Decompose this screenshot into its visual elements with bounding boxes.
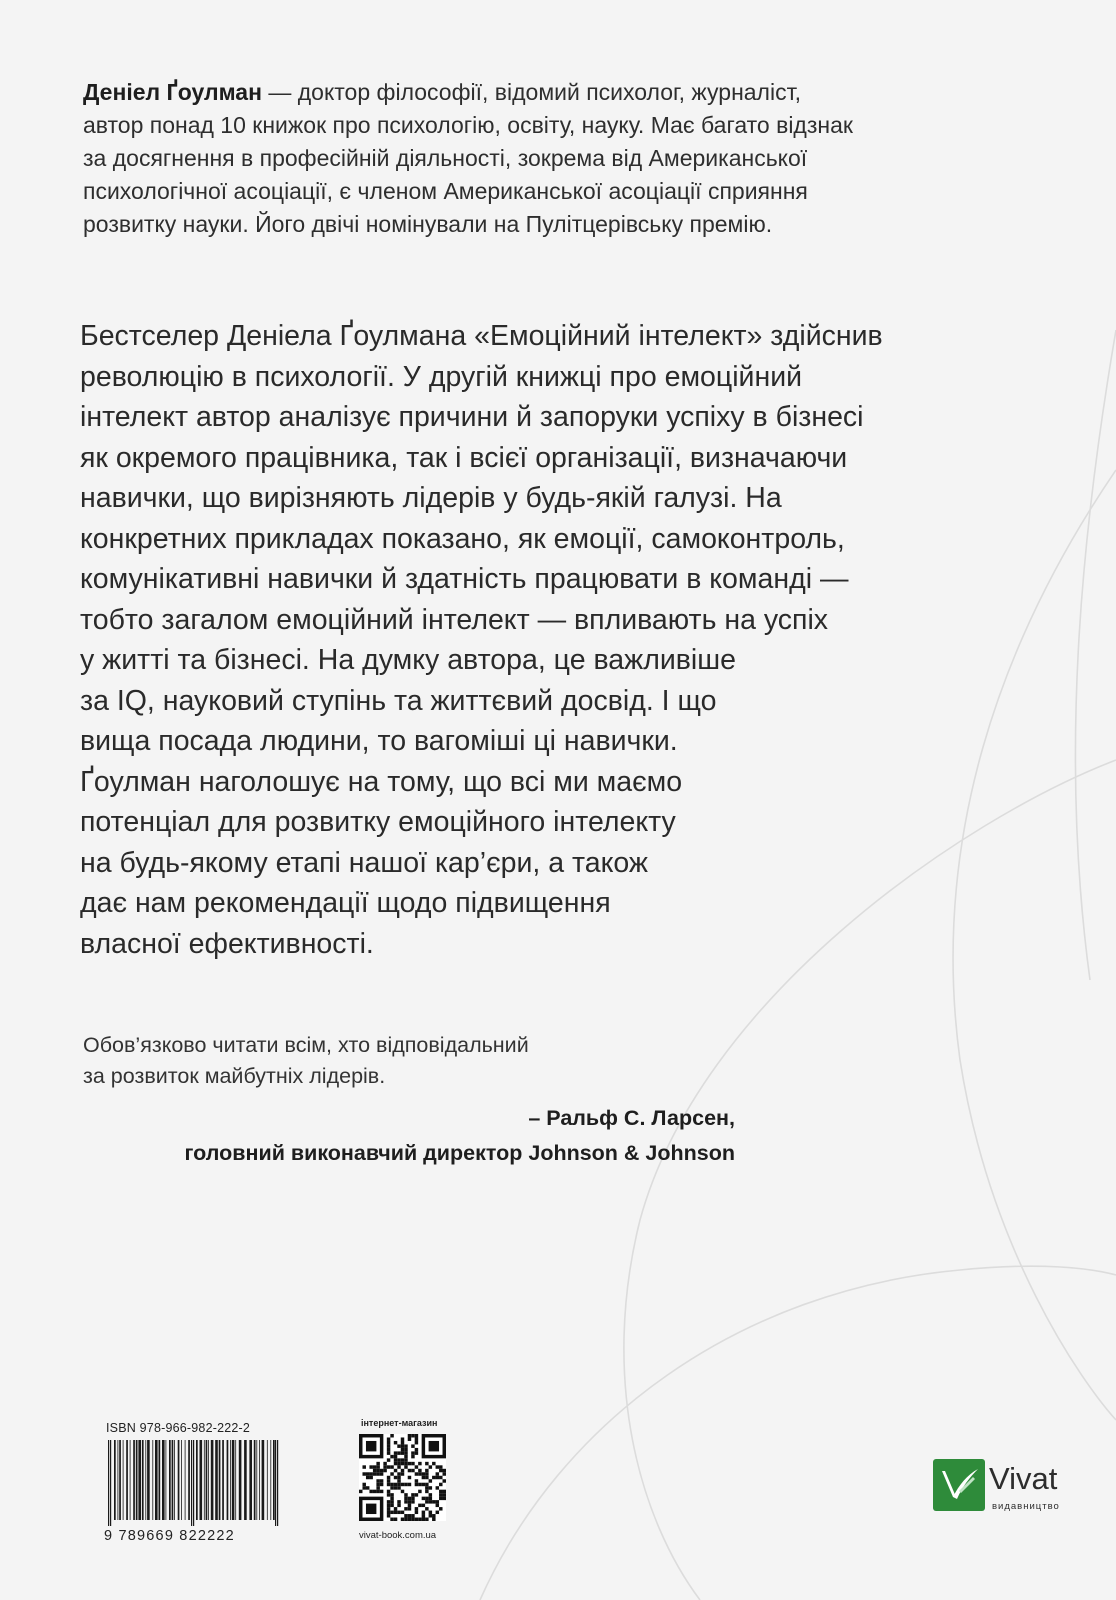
book-description xyxy=(80,316,883,964)
publisher-logo xyxy=(933,1459,1063,1519)
author-bio-line: психологічної асоціації, є членом Американської асоціації сприяння xyxy=(83,178,808,204)
author-bio-line: Деніел Ґоулман — доктор філософії, відомий психолог, журналіст, xyxy=(83,79,801,105)
description-line: власної ефективності. xyxy=(80,927,374,960)
description-line: на будь-якому етапі нашої кар’єри, а також xyxy=(80,846,648,879)
description-line: тобто загалом емоційний інтелект — впливають на успіх xyxy=(80,603,829,636)
description-line: Ґоулман наголошує на тому, що всі ми маємо xyxy=(80,765,683,798)
author-bio xyxy=(83,76,983,241)
barcode xyxy=(108,1440,280,1526)
description-line: комунікативні навички й здатність працювати в команді — xyxy=(80,563,849,595)
description-line: Бестселер Деніела Ґоулмана «Емоційний інтелект» здійснив xyxy=(80,320,883,352)
shop-url[interactable]: vivat-book.com.ua xyxy=(359,1530,437,1541)
quote-attribution xyxy=(185,1101,736,1171)
isbn-label: ISBN 978-966-982-222-2 xyxy=(106,1421,251,1435)
quote-line: за розвиток майбутніх лідерів. xyxy=(83,1064,386,1088)
publisher-name: Vivat xyxy=(989,1461,1058,1496)
barcode-number: 9 789669 822222 xyxy=(104,1528,235,1544)
description-line: конкретних прикладах показано, як емоції, самоконтроль, xyxy=(80,522,845,555)
description-line: вища посада людини, то вагоміші ці навички. xyxy=(80,725,678,757)
quote-line: Обов’язково читати всім, хто відповідальний xyxy=(83,1033,529,1057)
author-bio-line: за досягнення в професійній діяльності, зокрема від Американської xyxy=(83,145,808,171)
description-line: за IQ, науковий ступінь та життєвий досвід. І що xyxy=(80,684,717,717)
description-line: у житті та бізнесі. На думку автора, це важливіше xyxy=(80,644,736,676)
author-bio-line: автор понад 10 книжок про психологію, освіту, науку. Має багато відзнак xyxy=(83,112,853,138)
quote-author: – Ральф С. Ларсен, xyxy=(528,1106,735,1130)
vivat-badge-icon xyxy=(933,1459,985,1511)
description-line: потенціал для розвитку емоційного інтелекту xyxy=(80,806,676,838)
author-bio-line: розвитку науки. Його двічі номінували на Пулітцерівську премію. xyxy=(83,211,773,237)
description-line: революцію в психології. У другій книжці про емоційний xyxy=(80,360,803,393)
publisher-subtitle: видавництво xyxy=(992,1501,1060,1512)
description-line: інтелект автор аналізує причини й запоруки успіху в бізнесі xyxy=(80,401,864,433)
endorsement-quote xyxy=(83,1030,529,1092)
description-line: навички, що вирізняють лідерів у будь-якій галузі. На xyxy=(80,482,782,514)
description-line: дає нам рекомендації щодо підвищення xyxy=(80,887,611,919)
author-name: Деніел Ґоулман xyxy=(83,79,262,105)
description-line: як окремого працівника, так і всієї організації, визначаючи xyxy=(80,441,848,474)
quote-author-position: головний виконавчий директор Johnson & Johnson xyxy=(184,1141,735,1165)
qr-code[interactable] xyxy=(359,1434,446,1521)
shop-label: інтернет-магазин xyxy=(361,1418,438,1428)
